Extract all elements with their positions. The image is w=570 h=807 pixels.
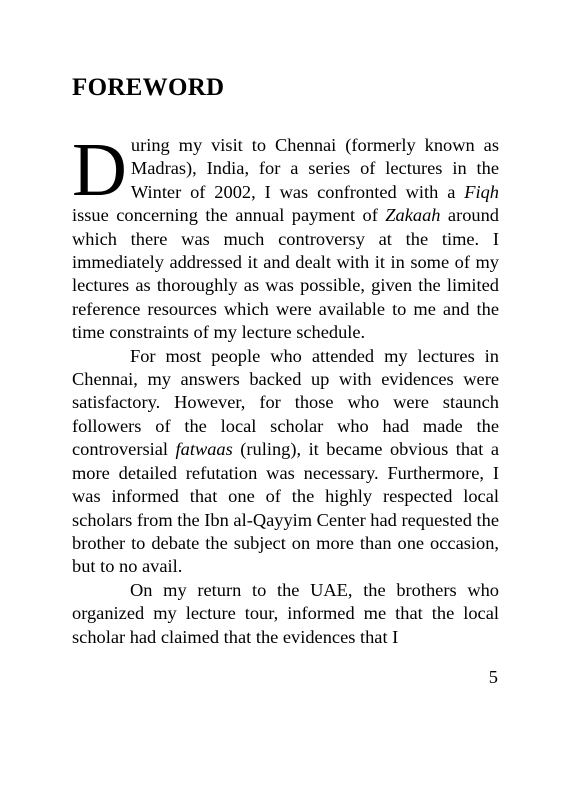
paragraph-2 (72, 345, 499, 579)
drop-cap: D (72, 128, 127, 212)
text-segment: (ruling), it became obvious that a more detailed refutation was necessary. Furthermore, I was informed that one of the highly respected local scholars from the Ibn al-Qayyim Center had requested the brother to debate the subject on more than one occasion, but to no avail. (72, 439, 499, 577)
text-segment: On my return to the UAE, the brothers who organized my lecture tour, informed me that the local scholar had claimed that the evidences that I (72, 579, 499, 647)
chapter-heading: FOREWORD (72, 74, 225, 101)
body-text (72, 128, 499, 649)
page-number: 5 (488, 667, 498, 687)
text-segment: uring my visit to Chennai (formerly known as Madras), India, for a series of lectures in the Winter of 2002, I was confronted with a (130, 135, 499, 202)
italic-term-zakaah: Zakaah (385, 205, 441, 226)
italic-term-fatwaas: fatwaas (175, 439, 233, 460)
text-segment: around which there was much controversy at the time. I immediately addressed it and dealt with it in some of my lectures as thoroughly as was possible, given the limited reference resources which were available to me and the time constraints of my lecture schedule. (72, 205, 499, 343)
paragraph-1 (72, 128, 499, 345)
italic-term-fiqh: Fiqh (464, 181, 499, 202)
paragraph-3 (72, 579, 499, 649)
text-segment: issue concerning the annual payment of (72, 205, 386, 226)
text-segment: For most people who attended my lectures in Chennai, my answers backed up with evidences were satisfactory. However, for those who were staunch followers of the local scholar who had made the controversial (72, 345, 499, 460)
